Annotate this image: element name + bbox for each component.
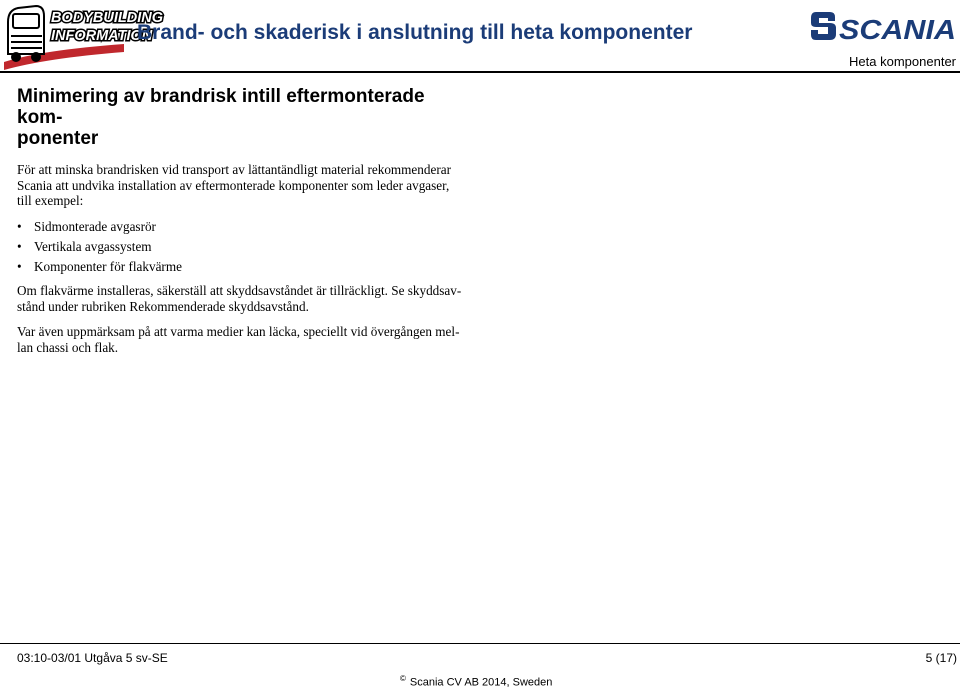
scania-wordmark: SCANIA xyxy=(839,14,956,45)
list-item-text: Sidmonterade avgasrör xyxy=(34,218,156,234)
note-line: stånd under rubriken Rekommenderade skyddsavstånd. xyxy=(17,298,309,314)
heating-note-paragraph xyxy=(17,283,472,314)
scania-s-mark xyxy=(811,12,836,40)
list-item xyxy=(17,219,472,235)
list-item-text: Vertikala avgassystem xyxy=(34,238,152,254)
heading-line: Minimering av brandrisk intill eftermonterade kom- xyxy=(17,86,425,128)
intro-line: till exempel: xyxy=(17,193,84,208)
section-heading xyxy=(17,86,472,149)
leak-warning-paragraph xyxy=(17,324,472,355)
bullet-icon: • xyxy=(17,238,22,254)
footer-divider xyxy=(0,643,960,644)
copyright-text: Scania CV AB 2014, Sweden xyxy=(409,676,553,689)
intro-paragraph xyxy=(17,162,472,209)
note-line: Om flakvärme installeras, säkerställ att skyddsavståndet är tillräckligt. Se skyddsav- xyxy=(17,283,462,298)
main-content xyxy=(17,86,472,365)
copyright xyxy=(400,674,552,689)
logo-line-2: INFORMATION xyxy=(51,28,153,44)
intro-line: För att minska brandrisken vid transport av lättantändligt material rekommenderar xyxy=(17,162,451,177)
logo-line-1: BODYBUILDING xyxy=(51,10,163,26)
list-item xyxy=(17,239,472,255)
scania-logo xyxy=(808,10,958,45)
warning-line: lan chassi och flak. xyxy=(17,339,119,355)
page-number: 5 (17) xyxy=(925,651,957,665)
component-list xyxy=(17,219,472,275)
heading-line: ponenter xyxy=(17,128,99,149)
list-item xyxy=(17,259,472,275)
header-divider xyxy=(0,71,960,73)
bullet-icon: • xyxy=(17,218,22,234)
list-item-text: Komponenter för flakvärme xyxy=(34,258,182,274)
bullet-icon: • xyxy=(17,258,22,274)
document-title: Brand- och skaderisk i anslutning till heta komponenter xyxy=(137,21,693,44)
bodybuilding-information-logo xyxy=(2,0,163,72)
intro-line: Scania att undvika installation av eftermonterade komponenter som leder avgaser, xyxy=(17,177,450,193)
document-id: 03:10-03/01 Utgåva 5 sv-SE xyxy=(17,651,168,665)
truck-icon xyxy=(8,6,44,61)
section-label: Heta komponenter xyxy=(849,54,956,69)
copyright-icon: © xyxy=(400,674,406,683)
warning-line: Var även uppmärksam på att varma medier kan läcka, speciellt vid övergången mel- xyxy=(17,324,460,339)
